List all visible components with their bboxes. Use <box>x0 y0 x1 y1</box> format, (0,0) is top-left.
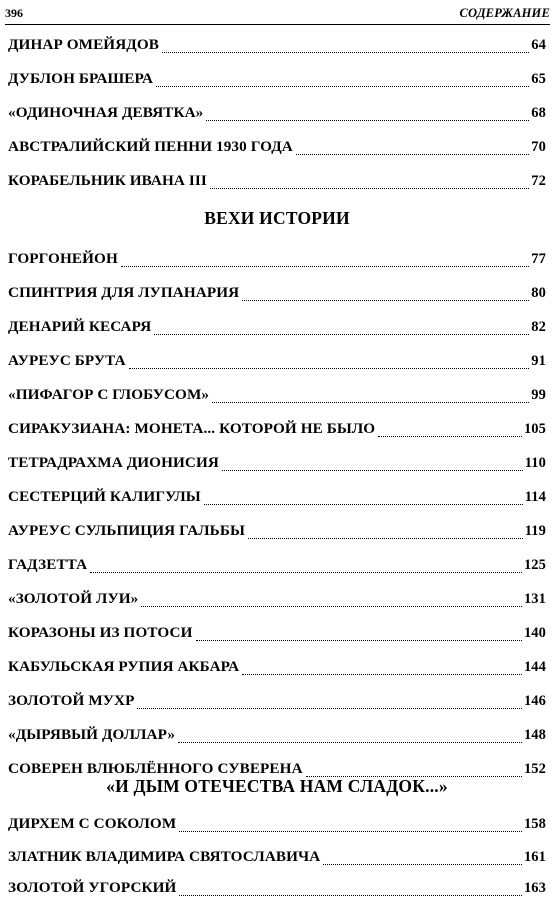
toc-entry-page: 161 <box>523 849 546 865</box>
toc-entry-title: «ЗОЛОТОЙ ЛУИ» <box>8 590 139 607</box>
running-header <box>5 2 550 25</box>
dot-leader <box>296 153 529 155</box>
toc-entry-title: «ДЫРЯВЫЙ ДОЛЛАР» <box>8 726 176 743</box>
toc-entry[interactable] <box>8 172 546 194</box>
dot-leader <box>378 435 522 437</box>
toc-entry-title: КОРАЗОНЫ ИЗ ПОТОСИ <box>8 624 193 641</box>
toc-entry-page: 119 <box>524 523 546 539</box>
dot-leader <box>242 299 529 301</box>
toc-entry-title: ДИНАР ОМЕЙЯДОВ <box>8 36 159 53</box>
toc-entry-title: ГОРГОНЕЙОН <box>8 250 118 267</box>
toc-entry-page: 146 <box>523 693 546 709</box>
toc-entry-page: 163 <box>523 880 546 896</box>
section-title: ВЕХИ ИСТОРИИ <box>204 208 350 228</box>
toc-entry-page: 91 <box>531 353 546 369</box>
toc-entry-title: АВСТРАЛИЙСКИЙ ПЕННИ 1930 ГОДА <box>8 138 293 155</box>
toc-entry[interactable] <box>8 815 546 837</box>
toc-entry-page: 77 <box>531 251 546 267</box>
dot-leader <box>242 673 522 675</box>
toc-entry-page: 110 <box>524 455 546 471</box>
dot-leader <box>204 503 523 505</box>
toc-entry[interactable] <box>8 250 546 272</box>
toc-entry-page: 114 <box>524 489 546 505</box>
toc-entry[interactable] <box>8 522 546 544</box>
toc-entry-title: ДЕНАРИЙ КЕСАРЯ <box>8 318 152 335</box>
toc-entry-page: 105 <box>523 421 546 437</box>
toc-entry[interactable] <box>8 318 546 340</box>
dot-leader <box>137 707 521 709</box>
toc-entry-page: 140 <box>523 625 546 641</box>
toc-entry[interactable] <box>8 658 546 680</box>
toc-entry-title: ЗОЛОТОЙ УГОРСКИЙ <box>8 879 177 896</box>
toc-entry[interactable] <box>8 386 546 408</box>
toc-entry[interactable] <box>8 420 546 442</box>
toc-entry-title: АУРЕУС СУЛЬПИЦИЯ ГАЛЬБЫ <box>8 522 245 539</box>
dot-leader <box>156 85 529 87</box>
dot-leader <box>196 639 522 641</box>
dot-leader <box>178 741 522 743</box>
toc-entry[interactable] <box>8 488 546 510</box>
toc-entry-title: АУРЕУС БРУТА <box>8 352 126 369</box>
toc-entry-page: 158 <box>523 816 546 832</box>
toc-entry-page: 144 <box>523 659 546 675</box>
toc-entry-title: ГАДЗЕТТА <box>8 556 88 573</box>
toc-entry[interactable] <box>8 138 546 160</box>
running-title: СОДЕРЖАНИЕ <box>459 6 550 20</box>
dot-leader <box>129 367 530 369</box>
toc-entry-title: СЕСТЕРЦИЙ КАЛИГУЛЫ <box>8 488 201 505</box>
dot-leader <box>162 51 529 53</box>
toc-entry-title: ДУБЛОН БРАШЕРА <box>8 70 154 87</box>
dot-leader <box>154 333 529 335</box>
toc-entry-page: 99 <box>531 387 546 403</box>
toc-entry-page: 70 <box>531 139 546 155</box>
toc-entry-title: «ПИФАГОР С ГЛОБУСОМ» <box>8 386 210 403</box>
toc-entry[interactable] <box>8 70 546 92</box>
dot-leader <box>179 894 521 896</box>
toc-entry-page: 65 <box>531 71 546 87</box>
toc-entry[interactable] <box>8 692 546 714</box>
toc-entry[interactable] <box>8 352 546 374</box>
dot-leader <box>141 605 522 607</box>
toc-entry-title: ДИРХЕМ С СОКОЛОМ <box>8 815 177 832</box>
dot-leader <box>121 265 529 267</box>
toc-entry[interactable] <box>8 284 546 306</box>
dot-leader <box>248 537 523 539</box>
toc-entry[interactable] <box>8 556 546 578</box>
toc-entry[interactable] <box>8 104 546 126</box>
dot-leader <box>206 119 529 121</box>
toc-entry[interactable] <box>8 36 546 58</box>
dot-leader <box>210 187 529 189</box>
toc-entry[interactable] <box>8 848 546 870</box>
dot-leader <box>179 830 522 832</box>
dot-leader <box>212 401 529 403</box>
toc-entry[interactable] <box>8 454 546 476</box>
toc-entry-title: ТЕТРАДРАХМА ДИОНИСИЯ <box>8 454 219 471</box>
toc-entry-page: 152 <box>523 761 546 777</box>
toc-entry-page: 125 <box>523 557 546 573</box>
toc-entry-title: КАБУЛЬСКАЯ РУПИЯ АКБАРА <box>8 658 240 675</box>
toc-entry[interactable] <box>8 624 546 646</box>
toc-entry-title: СПИНТРИЯ ДЛЯ ЛУПАНАРИЯ <box>8 284 240 301</box>
toc-entry-page: 131 <box>523 591 546 607</box>
toc-entry-title: «ОДИНОЧНАЯ ДЕВЯТКА» <box>8 104 204 121</box>
toc-entry-page: 64 <box>531 37 546 53</box>
toc-entry-page: 82 <box>531 319 546 335</box>
toc-entry-page: 72 <box>531 173 546 189</box>
dot-leader <box>222 469 523 471</box>
toc-entry-title: ЗОЛОТОЙ МУХР <box>8 692 135 709</box>
toc-entry[interactable] <box>8 590 546 612</box>
toc-entry[interactable] <box>8 879 546 901</box>
toc-entry-page: 80 <box>531 285 546 301</box>
toc-entry-title: СИРАКУЗИАНА: МОНЕТА... КОТОРОЙ НЕ БЫЛО <box>8 420 376 437</box>
toc-entry-title: ЗЛАТНИК ВЛАДИМИРА СВЯТОСЛАВИЧА <box>8 848 321 865</box>
toc-entry[interactable] <box>8 726 546 748</box>
toc-entry-page: 148 <box>523 727 546 743</box>
dot-leader <box>90 571 522 573</box>
dot-leader <box>323 863 522 865</box>
section-title: «И ДЫМ ОТЕЧЕСТВА НАМ СЛАДОК...» <box>106 776 448 796</box>
toc-entry-title: СОВЕРЕН ВЛЮБЛЁННОГО СУВЕРЕНА <box>8 760 303 777</box>
page-number: 396 <box>5 6 23 20</box>
toc-entry-title: КОРАБЕЛЬНИК ИВАНА III <box>8 172 207 189</box>
toc-entry-page: 68 <box>531 105 546 121</box>
